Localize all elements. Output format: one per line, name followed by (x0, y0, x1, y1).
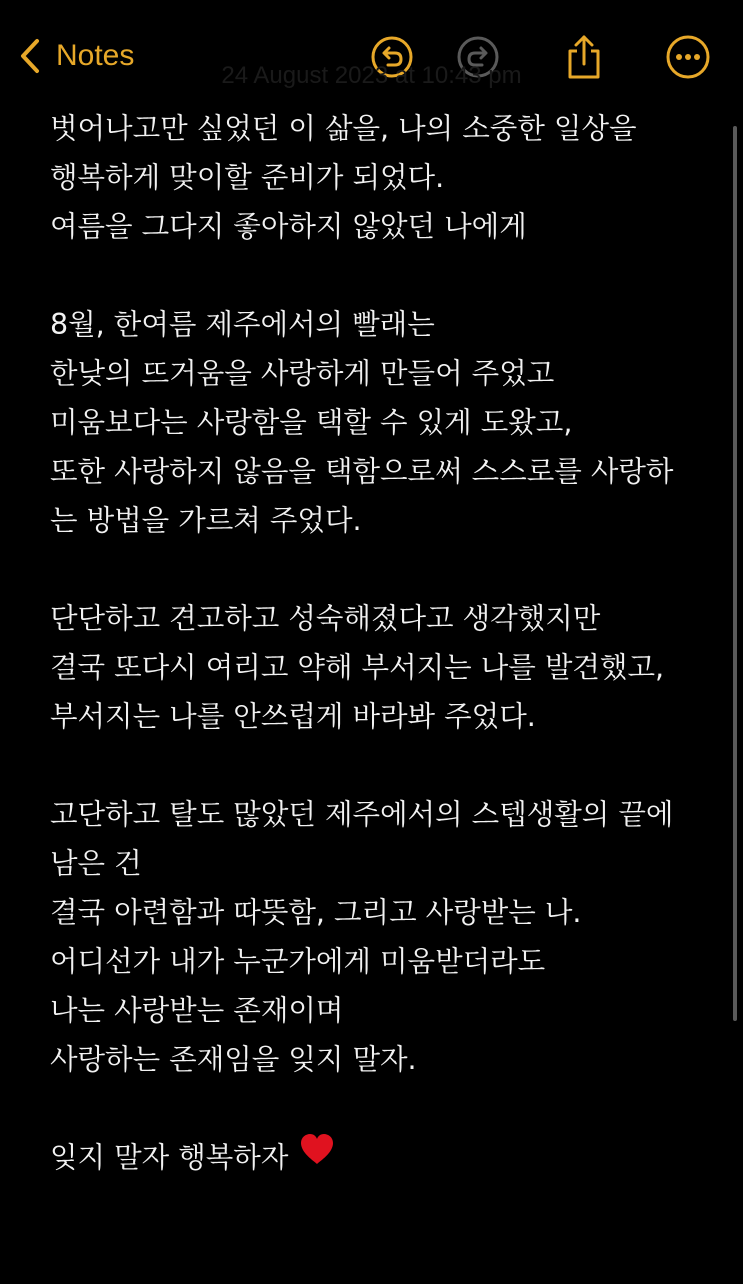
note-line: 어디선가 내가 누군가에게 미움받더라도 (50, 945, 546, 978)
note-line: 사랑하는 존재임을 잊지 말자. (50, 1043, 417, 1076)
note-line: 8월, 한여름 제주에서의 빨래는 (50, 308, 435, 341)
note-line: 미움보다는 사랑함을 택할 수 있게 도왔고, (50, 406, 573, 439)
note-line-text: 잊지 말자 행복하자 (50, 1141, 289, 1174)
back-label: Notes (56, 39, 135, 72)
note-line: 는 방법을 가르쳐 주었다. (50, 504, 362, 537)
red-heart-icon (298, 1132, 336, 1181)
note-line: 결국 아련함과 따뜻함, 그리고 사랑받는 나. (50, 896, 582, 929)
note-last-line (50, 1133, 710, 1182)
note-text-area[interactable] (50, 104, 710, 1182)
note-line: 행복하게 맞이할 준비가 되었다. (50, 161, 445, 194)
note-line: 또한 사랑하지 않음을 택함으로써 스스로를 사랑하 (50, 455, 674, 488)
note-line: 부서지는 나를 안쓰럽게 바라봐 주었다. (50, 700, 536, 733)
note-line: 벗어나고만 싶었던 이 삶을, 나의 소중한 일상을 (50, 112, 637, 145)
note-line: 고단하고 탈도 많았던 제주에서의 스텝생활의 끝에 (50, 798, 674, 831)
note-line: 여름을 그다지 좋아하지 않았던 나에게 (50, 210, 527, 243)
note-blank-line (50, 1084, 710, 1133)
note-blank-line (50, 545, 710, 594)
note-line: 단단하고 견고하고 성숙해졌다고 생각했지만 (50, 602, 601, 635)
note-blank-line (50, 741, 710, 790)
scrollbar[interactable] (733, 126, 737, 1021)
navigation-bar (0, 0, 743, 110)
note-blank-line (50, 251, 710, 300)
note-line: 결국 또다시 여리고 약해 부서지는 나를 발견했고, (50, 651, 665, 684)
note-line: 나는 사랑받는 존재이며 (50, 994, 344, 1027)
note-line: 한낮의 뜨거움을 사랑하게 만들어 주었고 (50, 357, 555, 390)
note-line: 남은 건 (50, 847, 142, 880)
note-timestamp: 24 August 2023 at 10:43 pm (221, 62, 522, 89)
